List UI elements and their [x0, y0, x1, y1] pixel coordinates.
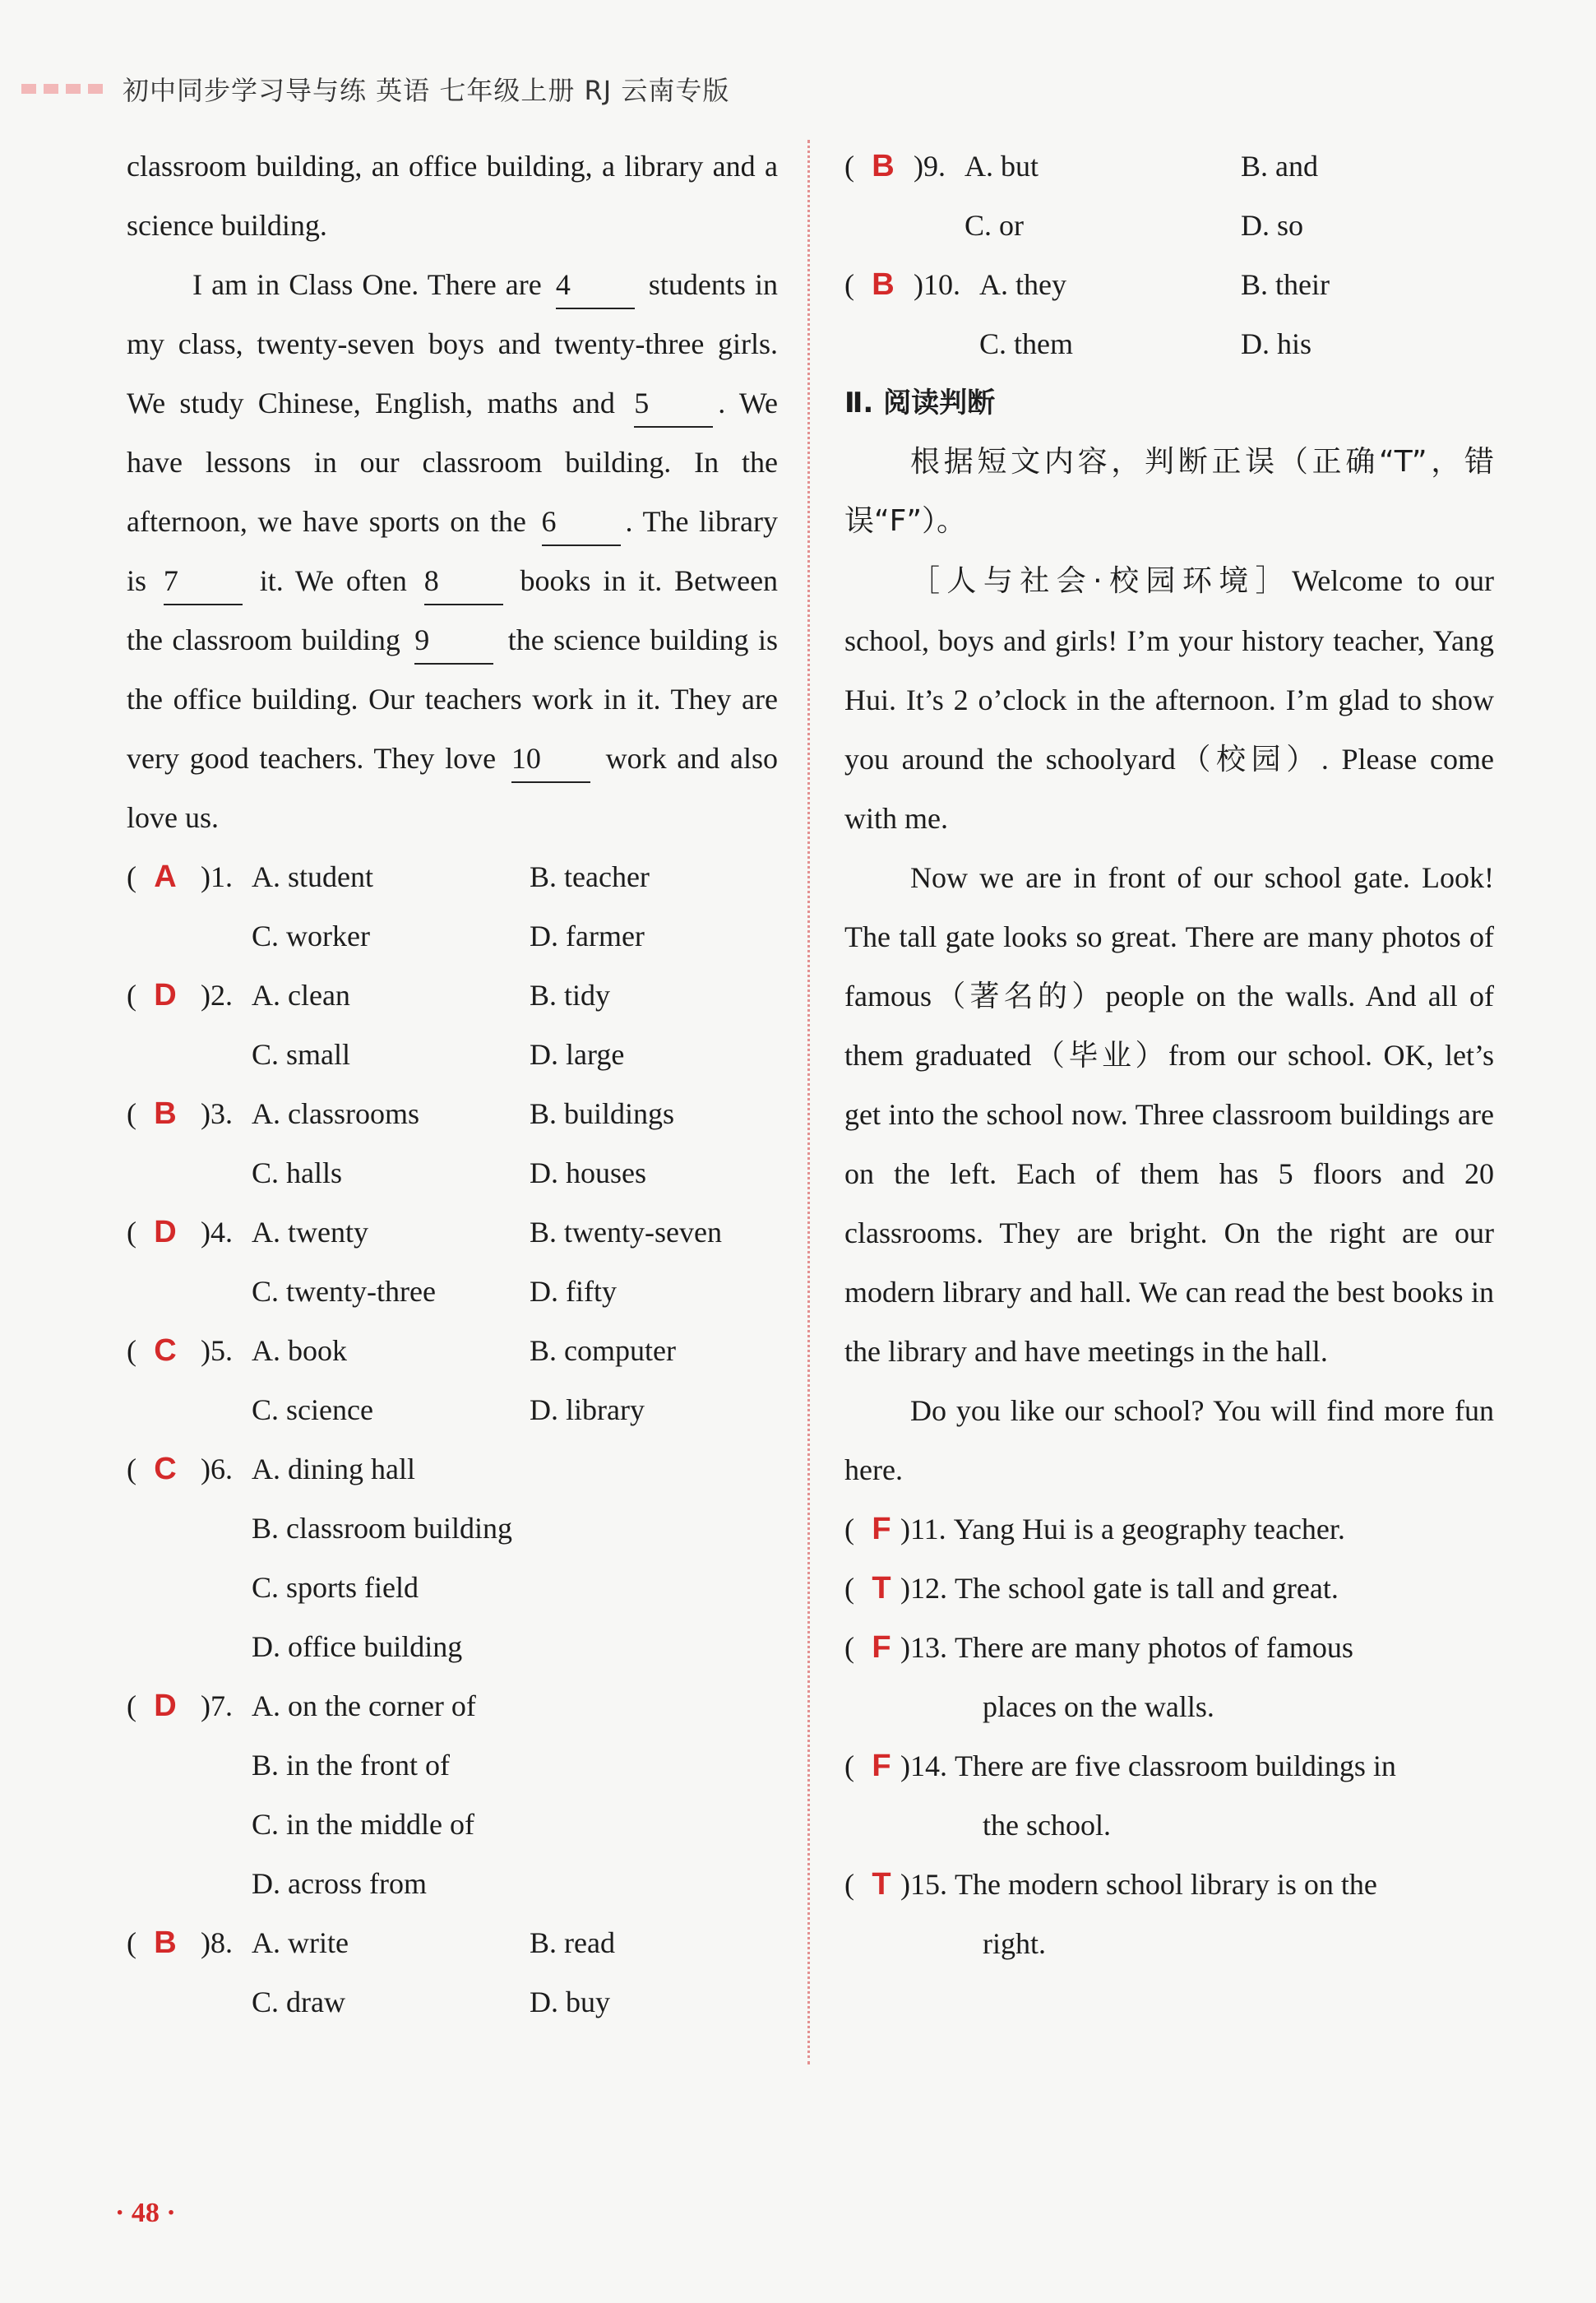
- question-number: )9.: [914, 150, 946, 183]
- header-decoration: [21, 84, 103, 94]
- tf-question-11: [844, 1499, 1494, 1559]
- reading-paragraph-2: Now we are in front of our school gate. Look! The tall gate looks so great. There are many photos of famous（著名的）people on the walls. And all of them graduated（毕业）from our school. OK, let’s get into the school now. Three classroom buildings are on the left. Each of them has 5 floors and 20 classrooms. They are bright. On the right are our modern library and hall. We can read the best books in the library and have meetings in the hall.: [844, 861, 1494, 1368]
- choice-question-7-row3: [127, 1795, 778, 1854]
- paren: (: [127, 1689, 136, 1722]
- column-divider: [807, 140, 810, 2064]
- answer-14: F: [872, 1749, 891, 1783]
- choice-question-4: [127, 1202, 778, 1262]
- answer-7: D: [154, 1689, 177, 1723]
- option-d: D. across from: [252, 1867, 427, 1900]
- paren: (: [127, 1216, 136, 1249]
- option-c: C. sports field: [252, 1571, 419, 1604]
- topic-tag: ［人与社会·校园环境］: [910, 564, 1293, 598]
- book-title: 初中同步学习导与练 英语 七年级上册 RJ 云南专版: [123, 75, 730, 106]
- option-b: B. twenty-seven: [530, 1216, 722, 1249]
- passage-text: the science building is the office building. Our teachers work in it. They are very good teachers. They love: [127, 623, 778, 775]
- question-text: )11. Yang Hui is a geography teacher.: [900, 1513, 1345, 1545]
- option-d: D. his: [1241, 327, 1312, 360]
- option-c: C. draw: [252, 1986, 345, 2018]
- blank-9: 9: [414, 617, 493, 665]
- answer-10: B: [872, 267, 895, 302]
- choice-question-6-row2: [127, 1499, 778, 1558]
- question-text: )13. There are many photos of famous: [900, 1631, 1353, 1664]
- reading-paragraph-1: [844, 551, 1494, 848]
- choice-question-7: [127, 1676, 778, 1735]
- choice-question-10-row2: [844, 314, 1494, 373]
- passage-text: . We have lessons in our classroom building. In the afternoon, we have sports on the: [127, 387, 778, 538]
- right-column: [844, 137, 1494, 1973]
- paren: (: [127, 979, 136, 1012]
- choice-question-3-row2: [127, 1143, 778, 1202]
- option-a: A. on the corner of: [252, 1689, 476, 1722]
- paren: (: [127, 1453, 136, 1485]
- reading-paragraph-3: Do you like our school? You will find more fun here.: [844, 1394, 1494, 1486]
- passage-text: it. We often: [259, 564, 407, 597]
- option-c: C. or: [965, 209, 1024, 242]
- question-number: )6.: [201, 1453, 233, 1485]
- answer-3: B: [154, 1096, 177, 1131]
- paren: (: [844, 150, 854, 183]
- paren: (: [127, 1926, 136, 1959]
- option-c: C. worker: [252, 920, 370, 952]
- question-text: )12. The school gate is tall and great.: [900, 1572, 1339, 1605]
- option-b: B. classroom building: [252, 1512, 512, 1545]
- answer-1: A: [154, 860, 177, 894]
- answer-9: B: [872, 149, 895, 183]
- choice-question-4-row2: [127, 1262, 778, 1321]
- paren: (: [127, 1334, 136, 1367]
- answer-12: T: [872, 1571, 891, 1606]
- question-text-cont: places on the walls.: [983, 1690, 1214, 1723]
- option-c: C. them: [979, 327, 1073, 360]
- option-d: D. library: [530, 1393, 645, 1426]
- option-a: A. they: [979, 268, 1066, 301]
- section-instruction: 根据短文内容，判断正误（正确“T”，错误“F”）。: [844, 445, 1494, 538]
- option-d: D. office building: [252, 1630, 463, 1663]
- answer-4: D: [154, 1215, 177, 1249]
- option-a: A. classrooms: [252, 1097, 419, 1130]
- passage-text: work and also love us.: [127, 742, 778, 834]
- paragraph-text: Welcome to our school, boys and girls! I’m your history teacher, Yang Hui. It’s 2 o’clock in the afternoon. I’m glad to show you around the schoolyard（校园）. Please come with me.: [844, 564, 1494, 835]
- option-b: B. their: [1241, 268, 1330, 301]
- choice-question-6-row4: [127, 1617, 778, 1676]
- passage-text: . The library is: [127, 505, 779, 597]
- option-a: A. student: [252, 860, 373, 893]
- tf-question-15: [844, 1855, 1494, 1973]
- blank-6: 6: [542, 498, 621, 546]
- option-d: D. so: [1241, 209, 1304, 242]
- passage-paragraph: [127, 255, 778, 847]
- option-d: D. large: [530, 1038, 625, 1071]
- passage-line0: classroom building, an office building, a library and a science building.: [127, 150, 778, 242]
- question-number: )10.: [914, 268, 960, 301]
- page-number: · 48 ·: [115, 2198, 176, 2228]
- choice-question-10: [844, 255, 1494, 314]
- answer-15: T: [872, 1867, 891, 1902]
- option-a: A. but: [965, 150, 1039, 183]
- paren: (: [844, 1513, 854, 1545]
- option-d: D. houses: [530, 1156, 646, 1189]
- option-d: D. buy: [530, 1986, 610, 2018]
- paren: (: [844, 268, 854, 301]
- header-dot: [44, 84, 58, 94]
- choice-question-7-row2: [127, 1735, 778, 1795]
- option-a: A. book: [252, 1334, 347, 1367]
- tf-question-12: [844, 1559, 1494, 1618]
- choice-question-2: [127, 966, 778, 1025]
- passage-text: books in it. Between the classroom building: [127, 564, 779, 656]
- choice-question-1: [127, 847, 778, 906]
- question-text-cont: right.: [983, 1927, 1046, 1960]
- header-dot: [66, 84, 81, 94]
- blank-8: 8: [424, 558, 503, 605]
- option-a: A. write: [252, 1926, 349, 1959]
- question-number: )5.: [201, 1334, 233, 1367]
- option-b: B. computer: [530, 1334, 676, 1367]
- choice-question-6: [127, 1439, 778, 1499]
- section-title: Ⅱ. 阅读判断: [844, 387, 996, 419]
- paren: (: [844, 1749, 854, 1782]
- passage-text: I am in Class One. There are: [192, 268, 542, 301]
- option-c: C. small: [252, 1038, 351, 1071]
- answer-8: B: [154, 1925, 177, 1960]
- question-number: )8.: [201, 1926, 233, 1959]
- answer-13: F: [872, 1630, 891, 1665]
- paren: (: [844, 1868, 854, 1901]
- option-b: B. and: [1241, 150, 1318, 183]
- question-number: )4.: [201, 1216, 233, 1249]
- option-c: C. in the middle of: [252, 1808, 474, 1841]
- paren: (: [127, 860, 136, 893]
- choice-question-1-row2: [127, 906, 778, 966]
- blank-5: 5: [634, 380, 713, 428]
- paren: (: [844, 1631, 854, 1664]
- choice-question-5-row2: [127, 1380, 778, 1439]
- header-dot: [21, 84, 36, 94]
- choice-question-6-row3: [127, 1558, 778, 1617]
- option-c: C. science: [252, 1393, 373, 1426]
- choice-question-9: [844, 137, 1494, 196]
- choice-question-8-row2: [127, 1972, 778, 2032]
- choice-question-5: [127, 1321, 778, 1380]
- question-text-cont: the school.: [983, 1809, 1111, 1842]
- blank-7: 7: [164, 558, 243, 605]
- tf-question-14: [844, 1736, 1494, 1855]
- option-d: D. farmer: [530, 920, 645, 952]
- option-d: D. fifty: [530, 1275, 617, 1308]
- answer-6: C: [154, 1452, 177, 1486]
- choice-question-8: [127, 1913, 778, 1972]
- choice-question-7-row4: [127, 1854, 778, 1913]
- blank-10: 10: [511, 735, 590, 783]
- option-b: B. in the front of: [252, 1749, 450, 1782]
- question-number: )7.: [201, 1689, 233, 1722]
- question-number: )3.: [201, 1097, 233, 1130]
- option-a: A. dining hall: [252, 1453, 415, 1485]
- choice-question-9-row2: [844, 196, 1494, 255]
- question-text: )14. There are five classroom buildings in: [900, 1749, 1396, 1782]
- option-b: B. tidy: [530, 979, 611, 1012]
- option-a: A. twenty: [252, 1216, 368, 1249]
- blank-4: 4: [556, 262, 635, 309]
- question-number: )1.: [201, 860, 233, 893]
- choice-question-2-row2: [127, 1025, 778, 1084]
- option-b: B. read: [530, 1926, 615, 1959]
- answer-11: F: [872, 1512, 891, 1546]
- header-dot: [88, 84, 103, 94]
- option-c: C. halls: [252, 1156, 343, 1189]
- choice-question-3: [127, 1084, 778, 1143]
- paren: (: [127, 1097, 136, 1130]
- option-b: B. teacher: [530, 860, 650, 893]
- question-text: )15. The modern school library is on the: [900, 1868, 1377, 1901]
- page-header: [21, 69, 729, 109]
- left-column: [127, 137, 778, 2032]
- answer-2: D: [154, 978, 177, 1012]
- option-b: B. buildings: [530, 1097, 675, 1130]
- tf-question-13: [844, 1618, 1494, 1736]
- paren: (: [844, 1572, 854, 1605]
- question-number: )2.: [201, 979, 233, 1012]
- passage-text: students in my class, twenty-seven boys and twenty-three girls. We study Chinese, English, maths and: [127, 268, 778, 419]
- option-c: C. twenty-three: [252, 1275, 436, 1308]
- option-a: A. clean: [252, 979, 350, 1012]
- answer-5: C: [154, 1333, 177, 1368]
